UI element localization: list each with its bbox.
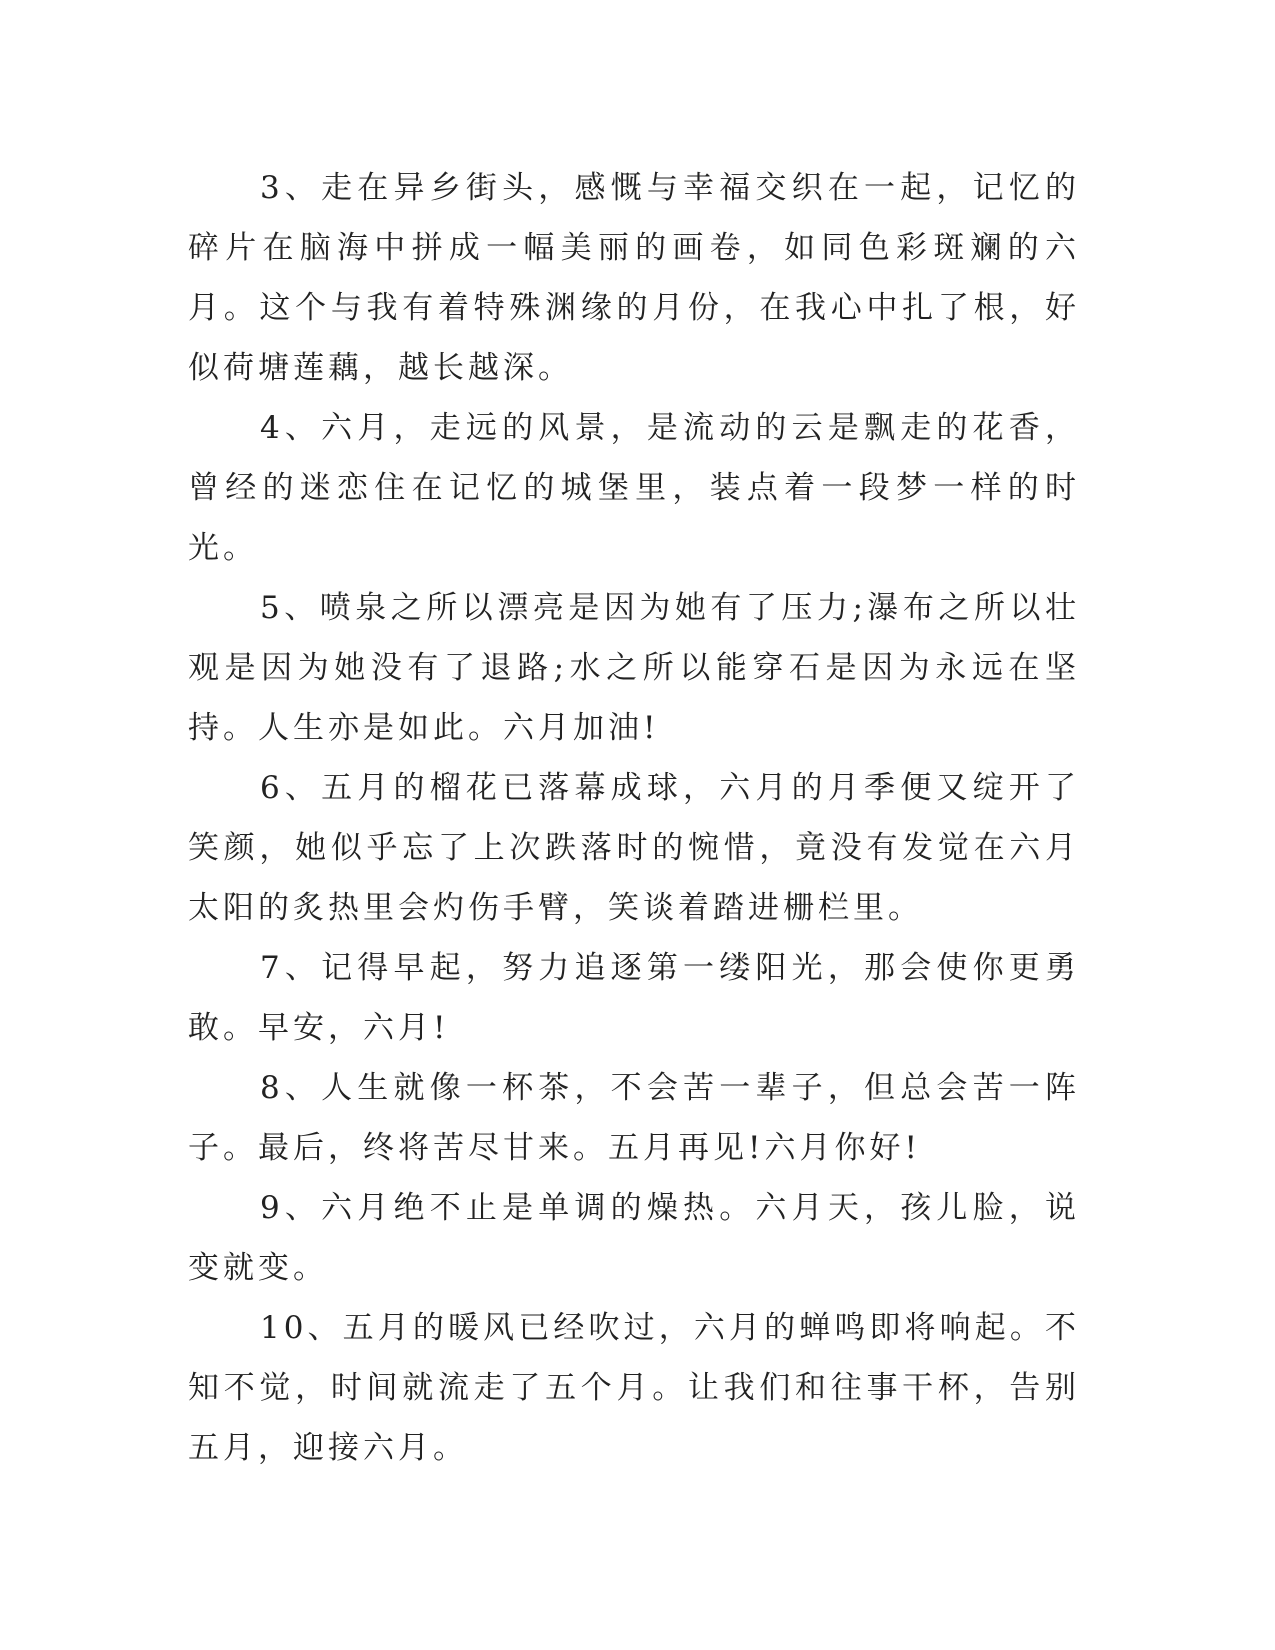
paragraph-5: 5、喷泉之所以漂亮是因为她有了压力;瀑布之所以壮观是因为她没有了退路;水之所以能穿石是因为永远在坚持。人生亦是如此。六月加油! [188,590,1080,746]
paragraph-4: 4、六月，走远的风景，是流动的云是飘走的花香，曾经的迷恋住在记忆的城堡里，装点着一段梦一样的时光。 [188,410,1080,566]
paragraph-6: 6、五月的榴花已落幕成球，六月的月季便又绽开了笑颜，她似乎忘了上次跌落时的惋惜，竟没有发觉在六月太阳的炙热里会灼伤手臂，笑谈着踏进栅栏里。 [188,770,1080,926]
paragraph-10: 10、五月的暖风已经吹过，六月的蝉鸣即将响起。不知不觉，时间就流走了五个月。让我们和往事干杯，告别五月，迎接六月。 [188,1310,1080,1466]
paragraph-7: 7、记得早起，努力追逐第一缕阳光，那会使你更勇敢。早安，六月! [188,950,1080,1046]
paragraph-9: 9、六月绝不止是单调的燥热。六月天，孩儿脸，说变就变。 [188,1190,1080,1286]
paragraph-3: 3、走在异乡街头，感慨与幸福交织在一起，记忆的碎片在脑海中拼成一幅美丽的画卷，如同色彩斑斓的六月。这个与我有着特殊渊缘的月份，在我心中扎了根，好似荷塘莲藕，越长越深。 [188,170,1080,386]
document-body [188,158,1080,1478]
paragraph-8: 8、人生就像一杯茶，不会苦一辈子，但总会苦一阵子。最后，终将苦尽甘来。五月再见!六月你好! [188,1070,1080,1166]
